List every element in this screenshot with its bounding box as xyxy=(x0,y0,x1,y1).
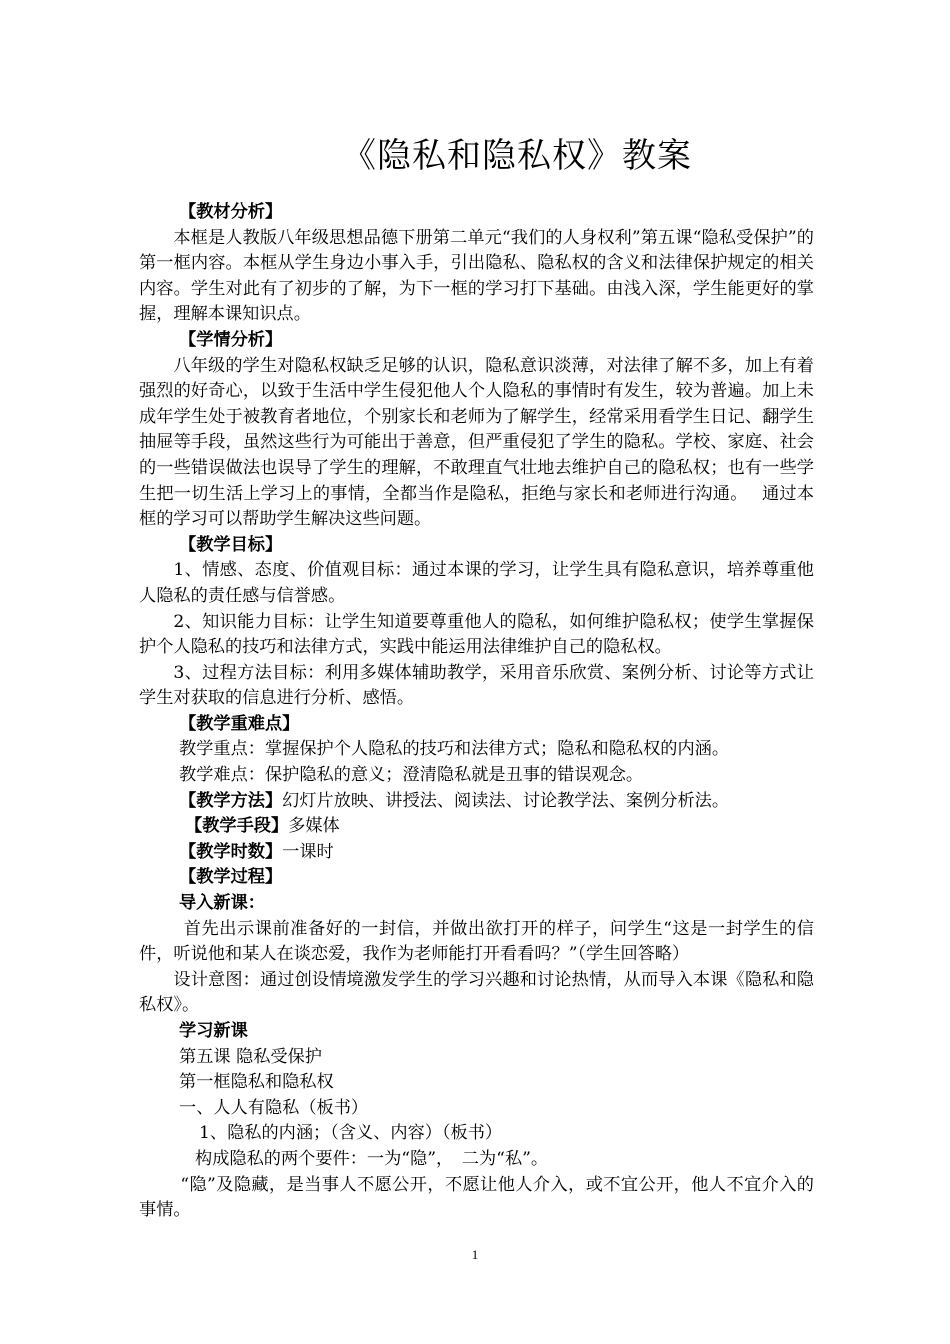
frame-title: 第一框隐私和隐私权 xyxy=(179,1072,334,1093)
section-heading-teaching-method: 【教学方法】 xyxy=(179,790,283,811)
page-number: 1 xyxy=(471,1247,479,1262)
section-heading-student-analysis: 【学情分析】 xyxy=(179,329,283,350)
section-heading-teaching-means: 【教学手段】 xyxy=(185,816,289,837)
section-heading-textbook-analysis: 【教材分析】 xyxy=(179,202,283,222)
document-body xyxy=(139,200,814,1224)
paragraph-introduction: 首先出示课前准备好的一封信，并做出欲打开的样子，问学生“这是一封学生的信件，听说他和某人在谈恋爱，我作为老师能打开看看吗？”（学生回答略） xyxy=(139,918,814,965)
line-teaching-method xyxy=(139,789,814,815)
goal-item-2: 2、知识能力目标：让学生知道要尊重他人的隐私，如何维护隐私权；使学生掌握保护个人隐私的技巧和法律方式，实践中能运用法律维护自己的隐私权。 xyxy=(139,611,814,658)
part-one-heading: 一、人人有隐私（板书） xyxy=(179,1097,369,1118)
subheading-new-lesson: 学习新课 xyxy=(179,1021,248,1041)
paragraph-difficult-point: 教学难点：保护隐私的意义；澄清隐私就是丑事的错误观念。 xyxy=(179,765,644,786)
section-heading-teaching-hours: 【教学时数】 xyxy=(179,841,283,862)
section-heading-teaching-process: 【教学过程】 xyxy=(179,867,283,888)
section-heading-key-difficult: 【教学重难点】 xyxy=(179,713,300,734)
paragraph-student-analysis: 八年级的学生对隐私权缺乏足够的认识，隐私意识淡薄，对法律了解不多，加上有着强烈的好奇心，以致于生活中学生侵犯他人个人隐私的事情时有发生，较为普遍。加上未成年学生处于被教育者地位，个别家长和老师为了解学生，经常采用看学生日记、翻学生抽屉等手段，虽然这些行为可能出于善意，但严重侵犯了学生的隐私。学校、家庭、社会的一些错误做法也误导了学生的理解，不敢理直气壮地去维护自己的隐私权；也有一些学生把一切生活上学习上的事情，全都当作是隐私，拒绝与家长和老师进行沟通。 通过本框的学习可以帮助学生解决这些问题。 xyxy=(139,355,814,530)
lesson-title: 第五课 隐私受保护 xyxy=(179,1046,322,1067)
document-title: 《隐私和隐私权》教案 xyxy=(342,136,692,176)
subheading-introduction: 导入新课： xyxy=(179,893,265,914)
paragraph-yin-definition: “隐”及隐藏，是当事人不愿公开，不愿让他人介入，或不宜公开，他人不宜介入的事情。 xyxy=(139,1174,814,1221)
line-teaching-hours xyxy=(139,840,814,866)
goal-item-3: 3、过程方法目标：利用多媒体辅助教学，采用音乐欣赏、案例分析、讨论等方式让学生对获取的信息进行分析、感悟。 xyxy=(139,662,814,709)
teaching-means-text: 多媒体 xyxy=(288,816,340,837)
teaching-hours-text: 一课时 xyxy=(282,841,334,862)
paragraph-textbook-analysis: 本框是人教版八年级思想品德下册第二单元“我们的人身权利”第五课“隐私受保护”的第一框内容。本框从学生身边小事入手，引出隐私、隐私权的含义和法律保护规定的相关内容。学生对此有了初步的了解，为下一框的学习打下基础。由浅入深，学生能更好的掌握，理解本课知识点。 xyxy=(139,227,814,325)
goal-item-1: 1、情感、态度、价值观目标：通过本课的学习，让学生具有隐私意识，培养尊重他人隐私的责任感与信誉感。 xyxy=(139,560,814,606)
section-heading-teaching-goals: 【教学目标】 xyxy=(179,534,283,555)
paragraph-design-intent: 设计意图：通过创设情境激发学生的学习兴趣和讨论热情，从而导入本课《隐私和隐私权》。 xyxy=(139,969,814,1016)
paragraph-key-point: 教学重点：掌握保护个人隐私的技巧和法律方式；隐私和隐私权的内涵。 xyxy=(179,739,730,760)
paragraph-privacy-elements: 构成隐私的两个要件：一为“隐”， 二为“私”。 xyxy=(195,1148,549,1169)
teaching-method-text: 幻灯片放映、讲授法、阅读法、讨论教学法、案例分析法。 xyxy=(282,790,730,811)
line-teaching-means xyxy=(139,814,814,840)
part-one-item-1: 1、隐私的内涵；（含义、内容）（板书） xyxy=(199,1123,503,1144)
